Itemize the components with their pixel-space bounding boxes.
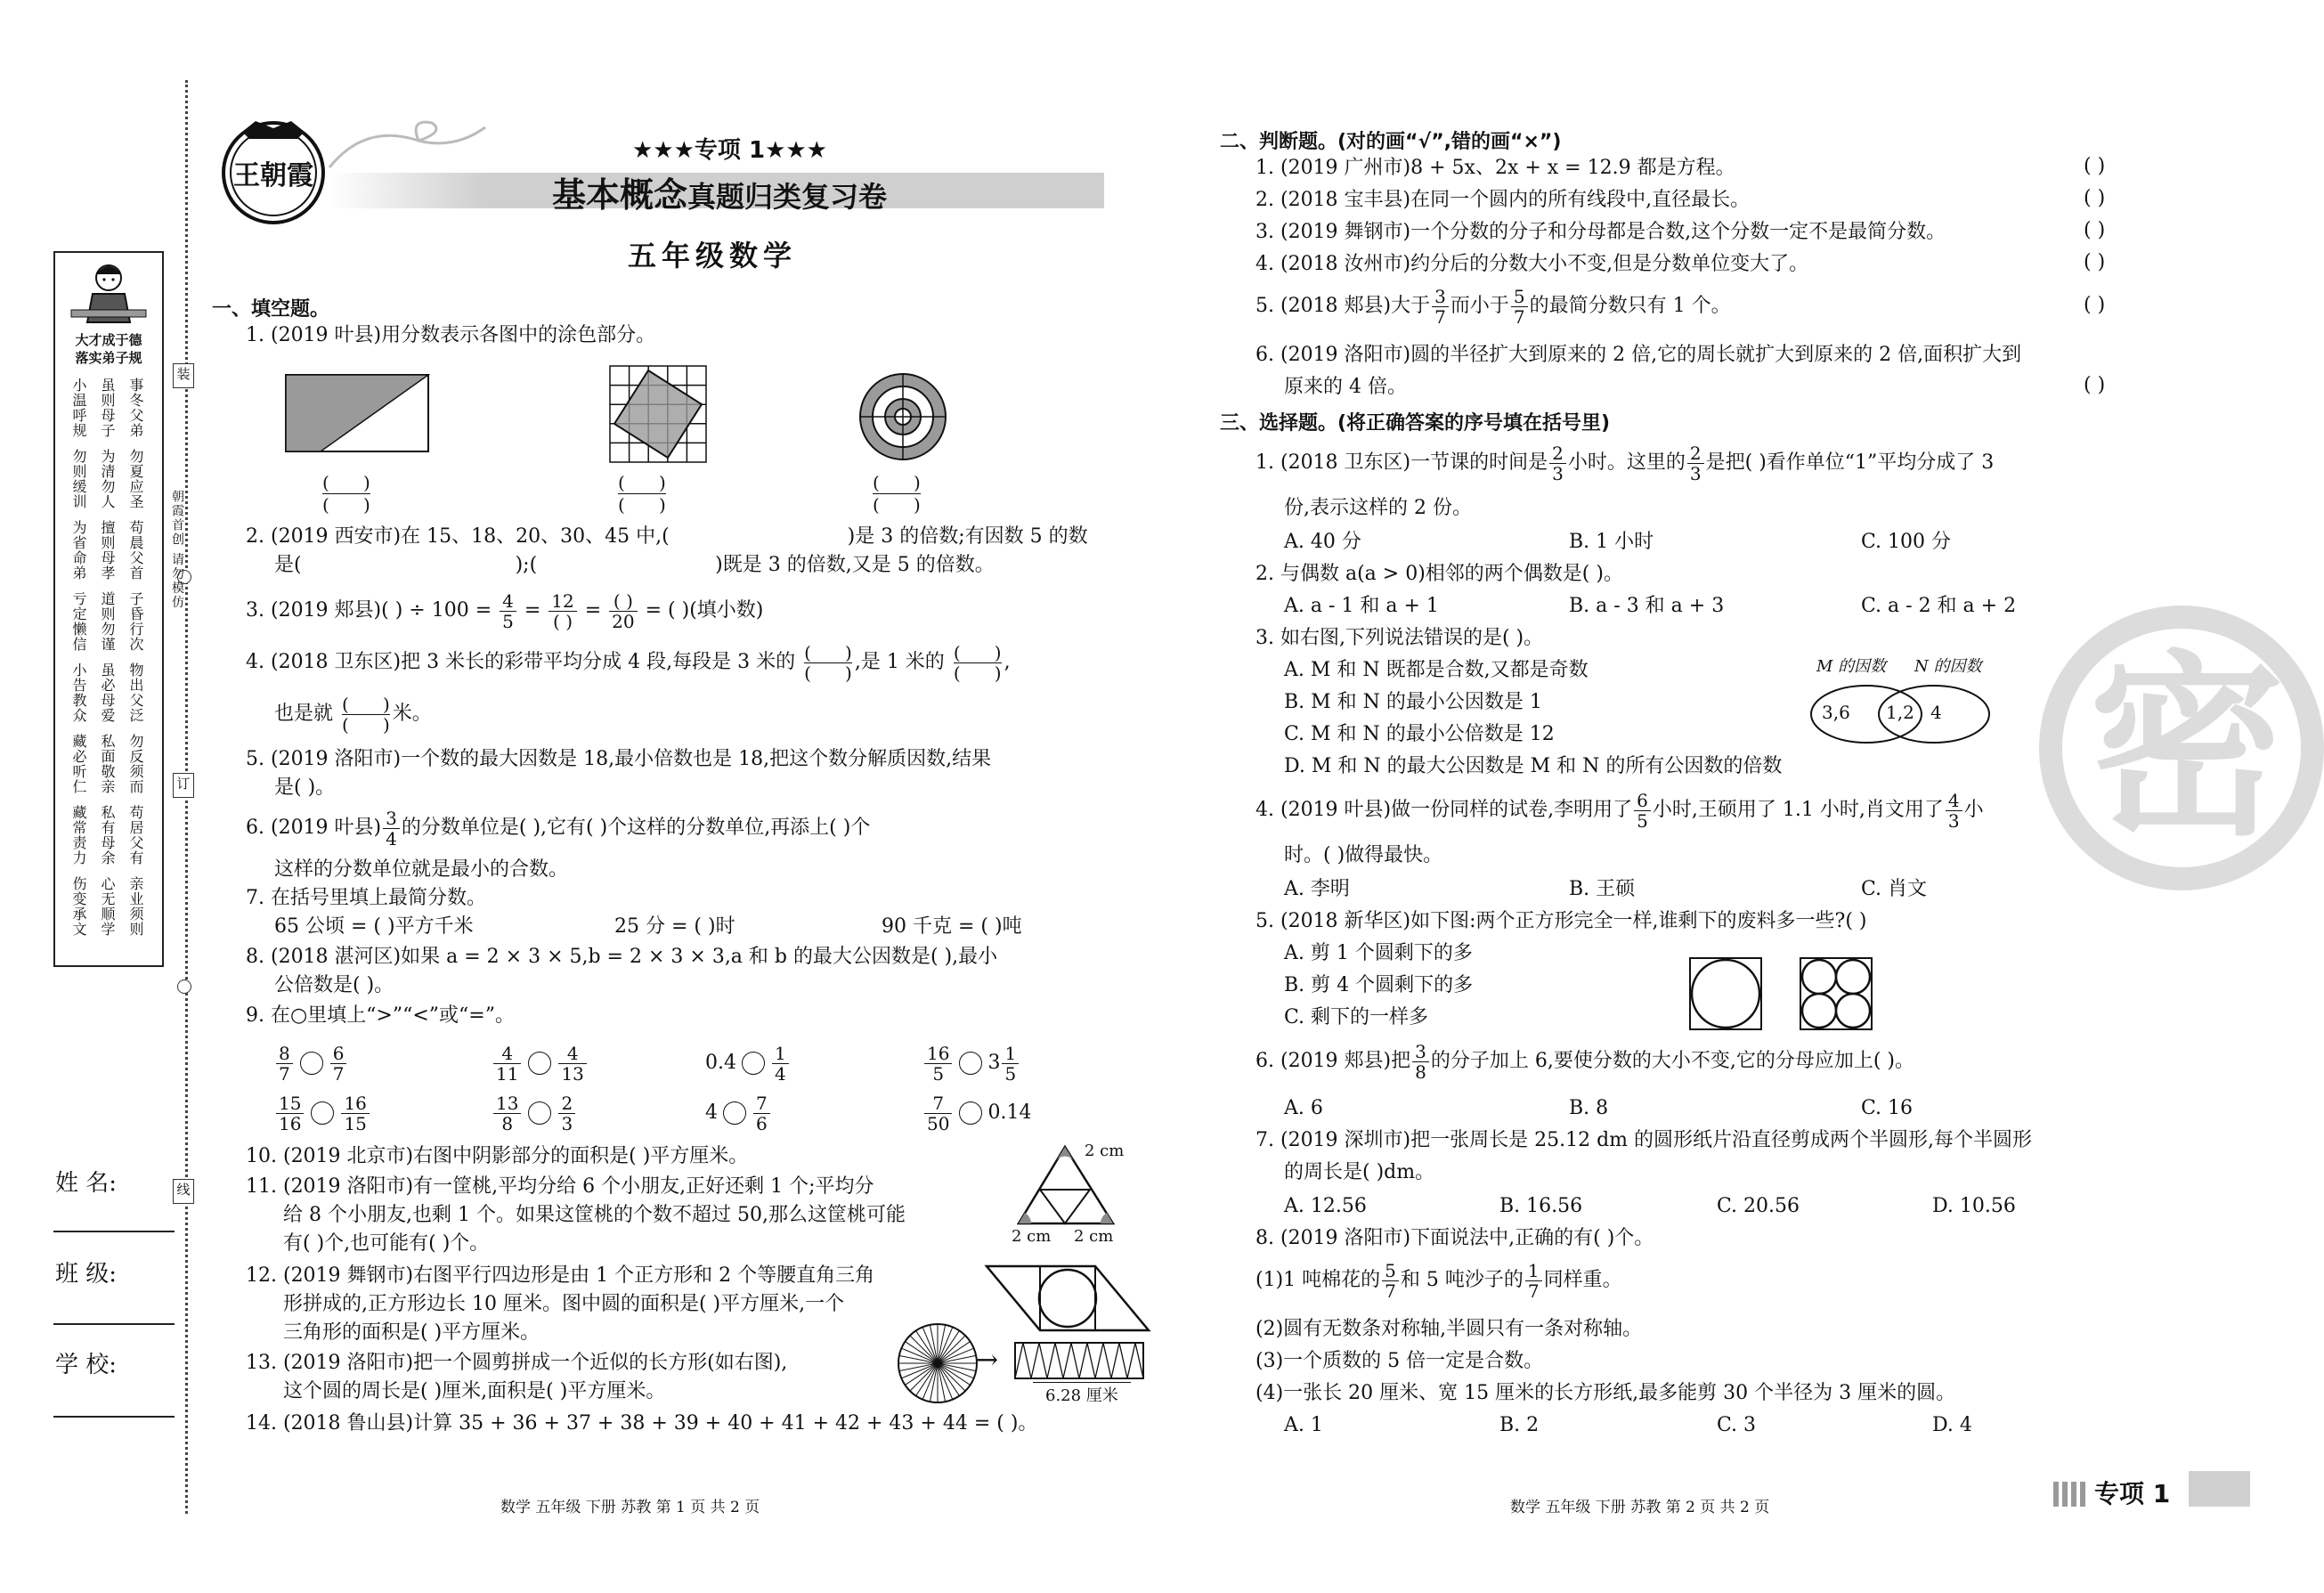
q8-line1: 8. (2018 湛河区)如果 a = 2 × 3 × 5,b = 2 × 3 × 3,a 和 b 的最大公因数是( ),最小 xyxy=(246,946,998,968)
q9-compare-2: $\frac{4}{11}$ $\frac{4}{13}$ xyxy=(492,1042,589,1085)
q3-frac-1: $\frac{4}{5}$ xyxy=(500,591,516,631)
q12-line1: 12. (2019 舞钢市)右图平行四边形是由 1 个正方形和 2 个等腰直角三角 xyxy=(246,1264,875,1287)
compare-circle[interactable] xyxy=(742,1052,765,1075)
c7-option-d[interactable]: D. 10.56 xyxy=(1932,1195,2016,1217)
venn-title-m: M 的因数 xyxy=(1816,657,1887,676)
q3-text: 3. (2019 郏县)( ) ÷ 100 = $\frac{4}{5}$ = $\frac{12}{( )}$ = $\frac{( )}{20}$ = ( )(填小数) xyxy=(246,589,764,632)
q1-answer-2[interactable]: ( ) ( ) xyxy=(618,472,666,516)
q4-line1: 4. (2018 卫东区)把 3 米长的彩带平均分成 4 段,每段是 3 米的 $\frac{( )}{( )}$ ,是 1 米的 $\frac{( )}{( )}$ , xyxy=(246,641,1011,684)
j3-answer[interactable]: ( ) xyxy=(2084,219,2106,241)
q4-blank-1[interactable]: $\frac{( )}{( )}$ xyxy=(804,641,852,684)
compare-circle[interactable] xyxy=(959,1101,982,1125)
motto-column: 勿反须而 xyxy=(127,734,144,794)
q9-compare-4: $\frac{16}{5}$ 3 $\frac{1}{5}$ xyxy=(922,1042,1020,1085)
c1-option-a[interactable]: A. 40 分 xyxy=(1284,531,1361,553)
compare-circle[interactable] xyxy=(528,1052,551,1075)
compare-circle[interactable] xyxy=(311,1101,334,1125)
c4-line1: 4. (2019 叶县)做一份同样的试卷,李明用了 $\frac{6}{5}$ 小时,王硕用了 1.1 小时,肖文用了 $\frac{4}{3}$ 小 xyxy=(1255,789,1984,832)
c6-text: 6. (2019 郏县)把 $\frac{3}{8}$ 的分子加上 6,要使分数的大小不变,它的分母应加上( )。 xyxy=(1255,1040,1915,1083)
motto-column: 私有母余 xyxy=(99,805,116,866)
secret-stamp xyxy=(2039,606,2324,890)
corner-tag-bar xyxy=(2189,1471,2250,1507)
c4-option-c[interactable]: C. 肖文 xyxy=(1861,878,1928,900)
q9-compare-7: 4 $\frac{7}{6}$ xyxy=(705,1092,772,1134)
secret-stamp-char: 密 xyxy=(2089,634,2286,862)
venn-mid: 1,2 xyxy=(1886,702,1914,723)
q1-answer-1[interactable]: ( ) ( ) xyxy=(322,472,370,516)
q4-blank-2[interactable]: $\frac{( )}{( )}$ xyxy=(953,641,1002,684)
brand-logo-text: 王朝霞 xyxy=(233,160,313,191)
c7-option-c[interactable]: C. 20.56 xyxy=(1717,1195,1800,1217)
motto-column: 苟晨父首 xyxy=(127,520,144,581)
class-field[interactable] xyxy=(53,1323,175,1325)
side-watermark-text: 朝霞首创 请勿模仿 xyxy=(170,490,184,610)
q7-line1: 7. 在括号里填上最简分数。 xyxy=(246,887,486,909)
c6-option-b[interactable]: B. 8 xyxy=(1569,1097,1609,1119)
venn-left: 3,6 xyxy=(1822,702,1850,723)
q6-line2: 这样的分数单位就是最小的合数。 xyxy=(274,858,569,881)
q1-figure-target-circles xyxy=(858,372,947,461)
q12-parallelogram-figure xyxy=(985,1263,1150,1334)
q12-line2: 形拼成的,正方形边长 10 厘米。图中圆的面积是( )平方厘米,一个 xyxy=(283,1293,845,1315)
side-motto: 大才成于德 落实弟子规 xyxy=(75,332,142,366)
q4-line2: 也是就 $\frac{( )}{( )}$ 米。 xyxy=(274,693,432,736)
subtitle: 五年级数学 xyxy=(628,239,798,272)
compare-circle[interactable] xyxy=(959,1052,982,1075)
c5-option-a[interactable]: A. 剪 1 个圆剩下的多 xyxy=(1284,942,1473,964)
j2-answer[interactable]: ( ) xyxy=(2084,187,2106,209)
c1-line2: 份,表示这样的 2 份。 xyxy=(1284,497,1472,519)
binding-tab-2: 订 xyxy=(173,773,194,798)
c2-option-a[interactable]: A. a - 1 和 a + 1 xyxy=(1284,595,1439,617)
motto-column: 藏常责力 xyxy=(70,805,87,866)
q9-line1: 9. 在○里填上“>”“<”或“=”。 xyxy=(246,1004,515,1027)
j4-answer[interactable]: ( ) xyxy=(2084,251,2106,273)
motto-column: 私面敬亲 xyxy=(99,734,116,794)
section-fill-blank: 一、填空题。 xyxy=(212,298,330,321)
c8-option-c[interactable]: C. 3 xyxy=(1717,1414,1757,1436)
main-title xyxy=(552,167,887,216)
c5-text: 5. (2018 新华区)如下图:两个正方形完全一样,谁剩下的废料多一些?( ) xyxy=(1255,910,1867,932)
c3-option-a[interactable]: A. M 和 N 既都是合数,又都是奇数 xyxy=(1284,659,1589,681)
q14-text: 14. (2018 鲁山县)计算 35 + 36 + 37 + 38 + 39 + 40 + 41 + 42 + 43 + 44 = ( )。 xyxy=(246,1412,1038,1435)
rect-width-label: 6.28 厘米 xyxy=(1033,1382,1131,1406)
c5-square-one-circle xyxy=(1688,956,1763,1031)
j1-answer[interactable]: ( ) xyxy=(2084,155,2106,177)
ribbon-bow xyxy=(312,114,490,176)
q1-answer-3[interactable]: ( ) ( ) xyxy=(873,472,921,516)
q10-text: 10. (2019 北京市)右图中阴影部分的面积是( )平方厘米。 xyxy=(246,1145,749,1167)
venn-title-n: N 的因数 xyxy=(1914,657,1982,676)
q13-line1: 13. (2019 洛阳市)把一个圆剪拼成一个近似的长方形(如右图), xyxy=(246,1352,788,1374)
c2-option-c[interactable]: C. a - 2 和 a + 2 xyxy=(1861,595,2017,617)
q1-text: 1. (2019 叶县)用分数表示各图中的涂色部分。 xyxy=(246,324,656,346)
q11-line3: 有( )个,也可能有( )个。 xyxy=(283,1232,490,1255)
q11-line1: 11. (2019 洛阳市)有一筐桃,平均分给 6 个小朋友,正好还剩 1 个;平均分 xyxy=(246,1175,874,1198)
c5-option-b[interactable]: B. 剪 4 个圆剩下的多 xyxy=(1284,974,1474,996)
arrow-icon: → xyxy=(976,1345,999,1376)
c7-option-a[interactable]: A. 12.56 xyxy=(1284,1195,1367,1217)
motto-column: 物出父泛 xyxy=(127,662,144,723)
name-field[interactable] xyxy=(53,1231,175,1232)
q1-figure-rectangle xyxy=(285,374,429,452)
q13-circle-figure xyxy=(896,1321,979,1405)
q3-frac-2[interactable]: $\frac{12}{( )}$ xyxy=(548,591,576,631)
motto-column: 勿则缓训 xyxy=(70,449,87,509)
q5-line2: 是( )。 xyxy=(274,776,336,799)
triangle-label-top: 2 cm xyxy=(1085,1142,1125,1160)
c8-option-a[interactable]: A. 1 xyxy=(1284,1414,1323,1436)
j3-text: 3. (2019 舞钢市)一个分数的分子和分母都是合数,这个分数一定不是最简分数。 xyxy=(1255,221,1946,243)
motto-column: 心无顺学 xyxy=(99,876,116,937)
venn-right: 4 xyxy=(1930,702,1942,723)
c8-statement-3: (3)一个质数的 5 倍一定是合数。 xyxy=(1255,1350,1544,1372)
j2-text: 2. (2018 宝丰县)在同一个圆内的所有线段中,直径最长。 xyxy=(1255,189,1751,211)
q2-line1: 2. (2019 西安市)在 15、18、20、30、45 中,( )是 3 的倍数;有因数 5 的数 xyxy=(246,525,1088,548)
section-choice: 三、选择题。(将正确答案的序号填在括号里) xyxy=(1220,412,1611,435)
q13-rectangle-figure xyxy=(1013,1336,1147,1389)
c7-line1: 7. (2019 深圳市)把一张周长是 25.12 dm 的圆形纸片沿直径剪成两个半圆形,每个半圆形 xyxy=(1255,1129,2033,1151)
motto-column: 小告教众 xyxy=(70,662,87,723)
binding-tab-1: 装 xyxy=(173,363,194,388)
motto-column: 子昏行次 xyxy=(127,591,144,652)
q1-figure-grid-square xyxy=(609,365,707,463)
class-field-label: 班 级: xyxy=(55,1261,118,1288)
c8-statement-2: (2)圆有无数条对称轴,半圆只有一条对称轴。 xyxy=(1255,1318,1643,1340)
c1-option-c[interactable]: C. 100 分 xyxy=(1861,531,1952,553)
side-motto-columns xyxy=(62,378,158,956)
q2-line2: 是( );( )既是 3 的倍数,又是 5 的倍数。 xyxy=(274,554,995,576)
footer-page-2: 数学 五年级 下册 苏教 第 2 页 共 2 页 xyxy=(1510,1499,1770,1516)
q13-line2: 这个圆的周长是( )厘米,面积是( )平方厘米。 xyxy=(283,1380,666,1402)
footer-page-1: 数学 五年级 下册 苏教 第 1 页 共 2 页 xyxy=(500,1499,760,1516)
c7-line2: 的周长是( )dm。 xyxy=(1284,1161,1435,1183)
c2-option-b[interactable]: B. a - 3 和 a + 3 xyxy=(1569,595,1725,617)
motto-column: 擅则母孝 xyxy=(99,520,116,581)
corner-tag-decoration xyxy=(2053,1482,2089,1507)
c1-option-b[interactable]: B. 1 小时 xyxy=(1569,531,1654,553)
q11-line2: 给 8 个小朋友,也剩 1 个。如果这筐桃的个数不超过 50,那么这筐桃可能 xyxy=(283,1204,906,1226)
q9-compare-1: $\frac{8}{7}$ $\frac{6}{7}$ xyxy=(274,1042,348,1085)
c4-option-a[interactable]: A. 李明 xyxy=(1284,878,1350,900)
c6-option-a[interactable]: A. 6 xyxy=(1284,1097,1323,1119)
motto-column: 亏定懒信 xyxy=(70,591,87,652)
school-field-label: 学 校: xyxy=(55,1352,118,1378)
q6-line1: 6. (2019 叶县) $\frac{3}{4}$ 的分数单位是( ),它有( )个这样的分数单位,再添上( )个 xyxy=(246,807,871,849)
binding-tab-3: 线 xyxy=(173,1179,194,1204)
q4-blank-3[interactable]: $\frac{( )}{( )}$ xyxy=(342,693,390,736)
c8-statement-4: (4)一张长 20 厘米、宽 15 厘米的长方形纸,最多能剪 30 个半径为 3 厘米的圆。 xyxy=(1255,1382,1956,1404)
motto-column: 小温呼规 xyxy=(70,378,87,438)
q3-frac-3[interactable]: $\frac{( )}{20}$ xyxy=(609,591,637,631)
compare-circle[interactable] xyxy=(528,1101,551,1125)
c8-statement-1: (1)1 吨棉花的 $\frac{5}{7}$ 和 5 吨沙子的 $\frac{1}{7}$ 同样重。 xyxy=(1255,1259,1622,1302)
j4-text: 4. (2018 汝州市)约分后的分数大小不变,但是分数单位变大了。 xyxy=(1255,253,1809,275)
c8-text: 8. (2019 洛阳市)下面说法中,正确的有( )个。 xyxy=(1255,1227,1654,1249)
motto-column: 苟居父有 xyxy=(127,805,144,866)
boy-illustration xyxy=(66,258,151,329)
motto-column: 藏必听仁 xyxy=(70,734,87,794)
corner-tag: 专项 1 xyxy=(2094,1479,2171,1508)
compare-circle[interactable] xyxy=(300,1052,323,1075)
q8-line2: 公倍数是( )。 xyxy=(274,974,394,996)
compare-circle[interactable] xyxy=(723,1101,746,1125)
j1-text: 1. (2019 广州市)8 + 5x、2x + x = 12.9 都是方程。 xyxy=(1255,157,1735,179)
c5-option-c[interactable]: C. 剩下的一样多 xyxy=(1284,1006,1429,1028)
c3-option-b[interactable]: B. M 和 N 的最小公因数是 1 xyxy=(1284,691,1542,713)
c6-option-c[interactable]: C. 16 xyxy=(1861,1097,1914,1119)
motto-column: 事冬父弟 xyxy=(127,378,144,438)
c3-option-c[interactable]: C. M 和 N 的最小公倍数是 12 xyxy=(1284,723,1555,745)
c2-text: 2. 与偶数 a(a > 0)相邻的两个偶数是( )。 xyxy=(1255,563,1623,585)
c8-option-b[interactable]: B. 2 xyxy=(1499,1414,1540,1436)
q9-compare-3: 0.4 $\frac{1}{4}$ xyxy=(705,1042,791,1085)
motto-column: 虽则母子 xyxy=(99,378,116,438)
j6-line2: 原来的 4 倍。 xyxy=(1284,376,1407,398)
side-motto-panel xyxy=(53,251,164,967)
q7-item-3: 90 千克 = ( )吨 xyxy=(882,915,1022,938)
c7-option-b[interactable]: B. 16.56 xyxy=(1499,1195,1583,1217)
q9-compare-6: $\frac{13}{8}$ $\frac{2}{3}$ xyxy=(492,1092,577,1134)
motto-column: 亲业须则 xyxy=(127,876,144,937)
c3-option-d[interactable]: D. M 和 N 的最大公因数是 M 和 N 的所有公因数的倍数 xyxy=(1284,755,1783,777)
special-label: ★★★专项 1★★★ xyxy=(632,137,827,164)
motto-column: 道则勿谨 xyxy=(99,591,116,652)
j6-answer[interactable]: ( ) xyxy=(2084,374,2106,396)
c8-option-d[interactable]: D. 4 xyxy=(1932,1414,1972,1436)
triangle-label-left: 2 cm xyxy=(1012,1227,1052,1246)
q6-frac: $\frac{3}{4}$ xyxy=(383,809,400,849)
c4-line2: 时。( )做得最快。 xyxy=(1284,844,1443,866)
c3-text: 3. 如右图,下列说法错误的是( )。 xyxy=(1255,627,1544,649)
school-field[interactable] xyxy=(53,1416,175,1418)
j5-answer[interactable]: ( ) xyxy=(2084,294,2106,316)
name-field-label: 姓 名: xyxy=(55,1170,118,1197)
q9-compare-8: $\frac{7}{50}$ 0.14 xyxy=(922,1092,1031,1134)
section-true-false: 二、判断题。(对的画“√”,错的画“×”) xyxy=(1220,131,1562,153)
binding-dot-2 xyxy=(177,979,191,994)
main-title-suffix: 真题归类复习卷 xyxy=(687,180,888,214)
q9-compare-5: $\frac{15}{16}$ $\frac{16}{15}$ xyxy=(274,1092,371,1134)
motto-column: 为省命弟 xyxy=(70,520,87,581)
j5-text: 5. (2018 郏县)大于 $\frac{3}{7}$ 而小于 $\frac{5}{7}$ 的最简分数只有 1 个。 xyxy=(1255,285,1731,328)
motto-column: 虽必母爱 xyxy=(99,662,116,723)
q7-item-2: 25 分 = ( )时 xyxy=(614,915,735,938)
motto-column: 伤变承文 xyxy=(70,876,87,937)
q5-line1: 5. (2019 洛阳市)一个数的最大因数是 18,最小倍数也是 18,把这个数分解质因数,结果 xyxy=(246,748,992,770)
q7-item-1: 65 公顷 = ( )平方千米 xyxy=(274,915,474,938)
c4-option-b[interactable]: B. 王硕 xyxy=(1569,878,1636,900)
q12-line3: 三角形的面积是( )平方厘米。 xyxy=(283,1321,540,1344)
c5-square-four-circles xyxy=(1799,956,1873,1031)
motto-column: 为清勿人 xyxy=(99,449,116,509)
main-title-bold: 基本概念 xyxy=(552,175,688,215)
j6-line1: 6. (2019 洛阳市)圆的半径扩大到原来的 2 倍,它的周长就扩大到原来的 2 倍,面积扩大到 xyxy=(1255,344,2022,366)
motto-column: 勿夏应圣 xyxy=(127,449,144,509)
c1-line1: 1. (2018 卫东区)一节课的时间是 $\frac{2}{3}$ 小时。这里的 $\frac{2}{3}$ 是把( )看作单位“1”平均分成了 3 xyxy=(1255,442,1995,484)
triangle-label-right: 2 cm xyxy=(1074,1227,1114,1246)
